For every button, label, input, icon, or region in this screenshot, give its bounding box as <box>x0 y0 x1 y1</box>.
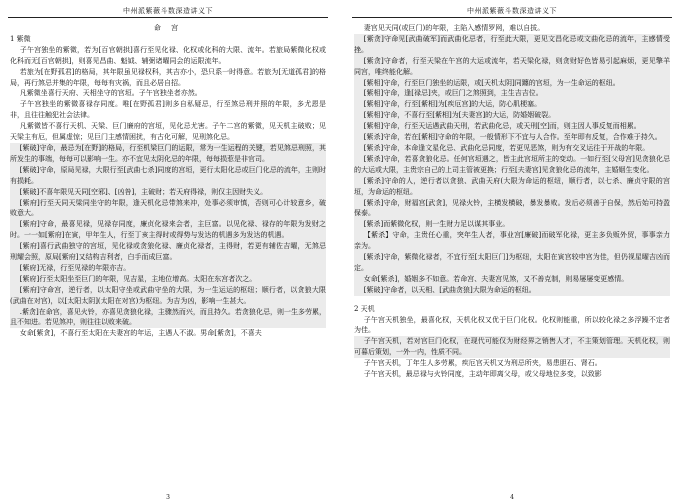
paragraph: [紫府]行至天同天梁同坐守的年限，逢天机化忌带煞来冲，处事必须审慎，否则可心计较意乡，破败意大。 <box>10 198 326 218</box>
section-title: 命 宫 <box>153 24 183 32</box>
page-header: 中州派紫薇斗数深造讲义下 <box>467 7 557 15</box>
paragraph: 子午宫天机，若对宫巨门化权，在现代可能仅为财经界之销售人才，不主策划管理。天机化权，则可暮后策划，一外一内，性质不同。 <box>354 337 670 357</box>
paragraph: [紫府]守命宫，逆行者，以太阳守坐或武曲守坐的大限，为一生运运的枢纽；顺行者，以贪狼大限(武曲在对宫)，以[太阳太阴](太阳在对宫)为枢纽。为吉为凶，影响一生甚大。 <box>10 285 326 305</box>
header-divider <box>8 17 328 18</box>
header-divider <box>352 17 672 18</box>
paragraph: [紫府]守命，最喜见禄，见禄存同度，廉贞化禄来会者，主巨富。以见化禄、禄存的年限为发财之时。一一如[紫府]在寅，甲年生人，行至丁亥主得时或得势与发达的机遇多为发达的机遇。 <box>10 220 326 240</box>
paragraph: 若旅为[在野孤君]的格局，其年限虽见禄权科，其吉亦小，恐只系一时得意。若旅为[无道孤君]的格局，再行煞忌并集的年限，每每有灾祸，而且必居自招。 <box>10 67 326 87</box>
paragraph: [紫杀]守命，财福宫[武贪]，见禄火铃，主横发横破，暴发暴败。发后必须善于自保，然后始可持盈保泰。 <box>354 198 670 218</box>
paragraph: [紫杀]守命，若在[紫相]守命的年限，一般情形下不宜与人合作。至年即有反复，合作难于持久。 <box>354 132 670 143</box>
page-body <box>354 23 670 380</box>
paragraph: 2 天机 <box>354 304 375 313</box>
paragraph: 子午宫天机独坐，最喜化权，天机化权又优于巨门化权。化权则能重，所以较化禄之多浮躁不定者为佳。 <box>354 315 670 335</box>
paragraph: [紫杀]守命，紫微化禄者，不宜行至[太阳巨门]为枢纽，太阳在寅宫较申宫为佳，但仍视星曜吉凶而定。 <box>354 253 670 272</box>
paragraph: [紫杀]而紫微化权，则一生财力足以谋其事业。 <box>354 219 670 230</box>
paragraph: [紫杀]守命的人，逆行者以贪狼、武曲天府(大限为命运的枢纽，顺行者，以七杀、廉贞守限的宫垣，为命运的枢纽。 <box>354 176 670 196</box>
paragraph: [紫破]守命，最忌为[在野]的格局，行至机梁巨门的运限，常为一生运程的关键，若见煞忌刑照，其所发生的事端，每每可以影响一生。亦不宜见太阴化忌的年限，每每损惹是非官司。 <box>10 143 326 163</box>
right-page <box>352 0 672 504</box>
paragraph: 凡紫微皆不喜行天机、天梁、巨门廉府的宫垣，见化忌尤害。子午二宫的紫微，见天机主破败；见天梁主有厄，但属虚惊；见巨门主感情困扰，有古化可解，见刑煞化忌。 <box>10 122 326 142</box>
paragraph: .紫贪]在命宫，喜见火铃，亦喜见贪狼化禄，主骤然而兴，而且持久。若贪狼化忌，则一生多劳累，且不知进。若见煞冲，则往往以败来破。 <box>10 307 326 327</box>
paragraph <box>354 296 670 304</box>
paragraph: 【紫杀】守命，主贵任心重，突年生人者，事业宫[廉破]而破军化禄，更主多负贩外贸，事事亲力亲为。 <box>354 231 670 251</box>
paragraph: [紫府]无禄，行至见禄的年限亦吉。 <box>10 263 326 274</box>
paragraph: [紫破]不喜年限见天同[空邪]、[凶咎]，主破财；若天府得禄，则仅主因财失义。 <box>10 187 326 198</box>
paragraph: 子午宫独坐的紫微，若为[百官朝拱]喜行至见化禄、化权或化科的大限、流年。若旅局紫微化权或化科而无[百官朝拱]，则喜见昌曲、魁钺、辅弼诸曜同会的运限流年。 <box>10 45 326 65</box>
paragraph: 妻宫见天同(或巨门)的年限，主陷入感情罗网，难以自拔。 <box>363 24 545 32</box>
paragraph: 子午宫天机，丁年生人多劳累，疾厄宫天机又为刑忌所夹，易患胆石、肾石。 <box>363 359 602 368</box>
paragraph: 子午宫天机，最忌禄与火铃同度，主动年即离父母，或父母地位多变，以致影 <box>363 370 602 379</box>
paragraph: [紫破]守命，原局见禄，大限行至[武曲七杀]同度的宫垣，更行太阳化忌或巨门化忌的流年，主则时有损耗。 <box>10 165 326 185</box>
paragraph: 女命[紫贪]，不喜行至太阳在夫妻宫的年运，主遇人不淑。男命[紫贪]，不喜夫 <box>19 329 262 338</box>
paragraph: 子午宫独坐的紫微喜禄存同度。唯[在野孤君]则多自私疑忌，行至煞忌刑并照的年限，多尤恩是非，且往往触犯社会法律。 <box>10 100 326 120</box>
page-number: 3 <box>166 494 170 501</box>
paragraph: [紫贪]守命者，行至天梁在午宫的大运或流年，若天梁化禄，则贪财好色皆易引起麻烦，更见擎羊同宫，唯终能化解。 <box>354 56 670 76</box>
paragraph: [紫杀]守命，本命逢文星化忌、武曲化忌同度，若更见恶煞，则为有交叉运往于开战的年限。 <box>354 143 670 154</box>
left-page <box>8 0 328 504</box>
paragraph: [紫府]行至太阳坐至巨门的年限，见吉星，主地位增高。太阳在东宫者次之。 <box>10 274 326 285</box>
paragraph: [紫府]喜行武曲独守的宫垣，见化禄或贪狼化禄、廉贞化禄者，主得财，若更有辅佐吉曜，无煞忌刑耀会照，原局[紫府]又结构吉利者，白手而成巨富。 <box>10 242 326 262</box>
paragraph: [紫相]守命，行至[紫相]为[疾厄宫]的大运，防心肌梗塞。 <box>354 99 670 110</box>
paragraph: [紫相]守命，行至天运遇武曲天刑，若武曲化忌，或天刑[空]而，则主因人事反复而相累。 <box>354 121 670 132</box>
paragraph: [紫相]守命，不喜行至[紫相]为[夫妻宫]的大运，防婚姻破裂。 <box>354 110 670 121</box>
paragraph: [紫相]守命，行至巨门独坐的运限，或[天机太阴]同躔的宫垣，为一生命运的枢纽。 <box>354 78 670 89</box>
paragraph: [紫破]守命者，以天相、[武曲贪狼]大限为命运的枢纽。 <box>354 285 670 296</box>
paragraph: 凡紫微坐喜行天府、天相坐守的宫垣。子午宫独坐者亦然。 <box>19 89 202 98</box>
paragraph: [紫贪]守命见[武曲破军]而武曲化忌者，行至此大限，更见文昌化忌或文曲化忌的流年，主感情受挫。 <box>354 34 670 54</box>
paragraph: 1 紫微 <box>10 34 31 43</box>
paragraph: [紫杀]守命，若喜贪狼化忌。任何宫垣遇之，皆主此宫垣所主的变动。一如行至[父母宫]见贪狼化忌的大运或大限，主贵宗自己的上司主管被更换；行至[夫妻宫]见贪狼化忌的流年，主婚姻生变化。 <box>354 154 670 174</box>
page-header: 中州派紫薇斗数深造讲义下 <box>123 7 213 15</box>
page-number: 4 <box>510 494 514 501</box>
paragraph: [紫相]守命，逢[禄忌]夹，或巨门之煞照到，主生吉吉位。 <box>354 88 670 99</box>
paragraph: 女命[紫杀]，婚姻多不如意。若命宫、夫妻宫见煞，又不善克制，则易屡屡变更感情。 <box>354 274 670 285</box>
page-body <box>10 23 326 339</box>
